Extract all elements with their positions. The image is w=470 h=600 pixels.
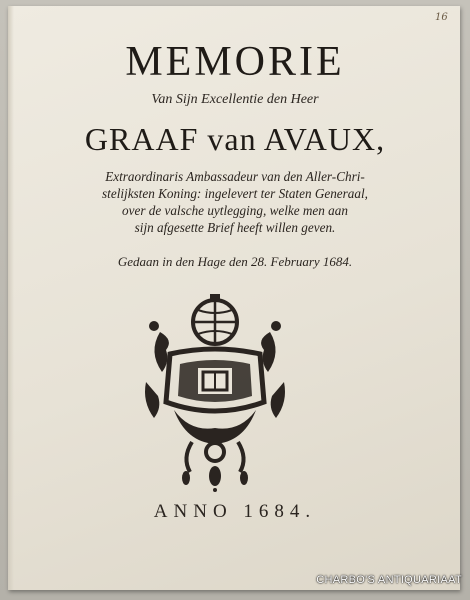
imprint-year: ANNO 1684. [153,501,317,522]
body-line-4: sijn afgesette Brief heeft willen geven. [134,220,336,235]
body-line-1: Extraordinaris Ambassadeur van den Aller-Chri- [105,169,365,184]
handwritten-page-number: 16 [435,12,448,23]
document-title: MEMORIE [125,39,345,85]
body-line-2: stelijksten Koning: ingelevert ter Staten Generaal, [102,186,368,201]
coat-of-arms-ornament-icon [140,292,290,492]
body-line-3: over de valsche uytlegging, welke men aan [122,203,348,218]
subtitle-line-2: GRAAF van AVAUX, [84,121,386,157]
dateline: Gedaan in den Hage den 28. February 1684. [117,254,353,269]
subtitle-line-1: Van Sijn Excellentie den Heer [151,92,319,107]
dealer-watermark: CHARBO'S ANTIQUARIAAT [316,574,462,586]
